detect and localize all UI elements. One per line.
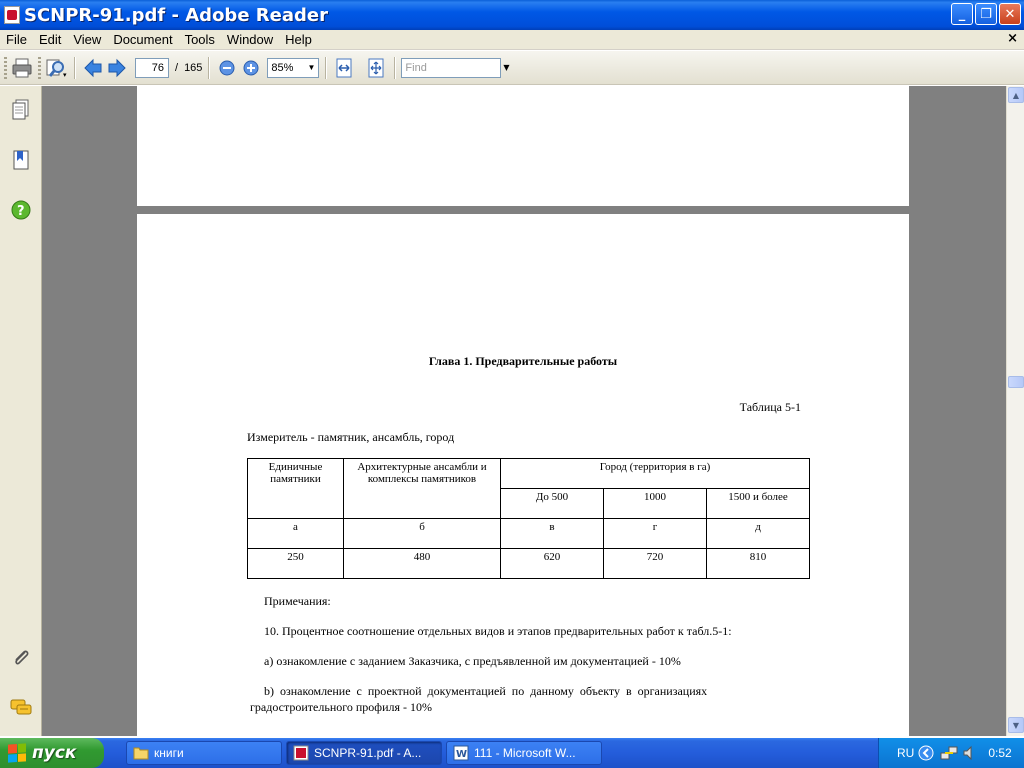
table-row bbox=[248, 549, 810, 579]
table-cell: 480 bbox=[344, 549, 501, 579]
scroll-down-button[interactable]: ▼ bbox=[1008, 717, 1024, 733]
adobe-reader-icon bbox=[293, 745, 309, 761]
print-icon[interactable] bbox=[10, 56, 34, 80]
taskbar-item-label: SCNPR-91.pdf - A... bbox=[314, 746, 422, 760]
start-button[interactable] bbox=[0, 738, 104, 768]
taskbar-item-adobe-reader[interactable] bbox=[286, 741, 442, 765]
table-header-cell: Архитектурные ансамбли и комплексы памятников bbox=[344, 459, 501, 519]
taskbar-item-word[interactable] bbox=[446, 741, 602, 765]
svg-text:▾: ▾ bbox=[63, 70, 67, 79]
page-number-input[interactable]: 76 bbox=[135, 58, 169, 78]
chevron-left-icon[interactable] bbox=[918, 745, 934, 761]
menu-edit[interactable]: Edit bbox=[38, 32, 62, 47]
scroll-thumb[interactable] bbox=[1008, 376, 1024, 388]
menu-bar bbox=[0, 30, 1024, 50]
table-cell: 620 bbox=[501, 549, 604, 579]
previous-page-icon[interactable] bbox=[81, 56, 105, 80]
taskbar-item-label: книги bbox=[154, 746, 184, 760]
menu-file[interactable]: File bbox=[6, 32, 27, 47]
table-cell: а bbox=[248, 519, 344, 549]
notes-title: Примечания: bbox=[264, 594, 331, 608]
adobe-reader-icon bbox=[4, 6, 20, 24]
taskbar bbox=[0, 738, 1024, 768]
menu-window[interactable]: Window bbox=[226, 32, 274, 47]
window-title: SCNPR-91.pdf - Adobe Reader bbox=[24, 4, 328, 26]
table-header-cell: Единичные памятники bbox=[248, 459, 344, 519]
table-header-cell: 1000 bbox=[604, 489, 707, 519]
network-icon[interactable] bbox=[940, 745, 958, 761]
maximize-button[interactable]: ❐ bbox=[975, 3, 997, 25]
windows-logo-icon bbox=[8, 743, 26, 762]
measure-label: Измеритель - памятник, ансамбль, город bbox=[247, 430, 455, 444]
scroll-up-button[interactable]: ▲ bbox=[1008, 87, 1024, 103]
page-separator: / bbox=[175, 61, 179, 74]
table-cell: в bbox=[501, 519, 604, 549]
zoom-value: 85% bbox=[271, 61, 294, 74]
fit-page-icon[interactable] bbox=[364, 56, 388, 80]
bookmarks-icon[interactable] bbox=[10, 148, 32, 172]
table-header-cell: 1500 и более bbox=[707, 489, 810, 519]
navigation-panel bbox=[0, 86, 42, 736]
system-tray bbox=[878, 738, 1024, 768]
close-button[interactable]: ✕ bbox=[999, 3, 1021, 25]
table-cell: г bbox=[604, 519, 707, 549]
vertical-scrollbar[interactable] bbox=[1006, 86, 1024, 736]
search-document-icon[interactable] bbox=[44, 56, 68, 80]
toolbar-grip[interactable] bbox=[38, 57, 41, 79]
chevron-down-icon[interactable]: ▼ bbox=[307, 63, 316, 72]
pdf-page-current bbox=[137, 214, 909, 736]
page-total: 165 bbox=[184, 61, 203, 74]
zoom-select[interactable] bbox=[267, 58, 319, 78]
menu-document[interactable]: Document bbox=[113, 32, 173, 47]
toolbar-separator bbox=[74, 57, 75, 79]
menu-help[interactable]: Help bbox=[285, 32, 312, 47]
clock[interactable]: 0:52 bbox=[988, 746, 1012, 760]
start-label: пуск bbox=[32, 743, 77, 763]
chevron-down-icon[interactable]: ▼ bbox=[503, 63, 510, 72]
note-paragraph: b) ознакомление с проектной документацией по данному объекту в организациях bbox=[264, 684, 708, 698]
volume-icon[interactable] bbox=[962, 745, 976, 761]
language-indicator[interactable]: RU bbox=[897, 746, 915, 760]
note-paragraph: градостроительного профиля - 10% bbox=[250, 700, 432, 714]
table-cell: д bbox=[707, 519, 810, 549]
table-cell: б bbox=[344, 519, 501, 549]
zoom-in-icon[interactable] bbox=[239, 56, 263, 80]
pages-icon[interactable] bbox=[10, 98, 32, 122]
zoom-out-icon[interactable] bbox=[215, 56, 239, 80]
toolbar-separator bbox=[325, 57, 326, 79]
table-cell: 250 bbox=[248, 549, 344, 579]
find-input[interactable]: Find bbox=[401, 58, 501, 78]
table-header-cell: Город (территория в га) bbox=[501, 459, 810, 489]
comments-icon[interactable] bbox=[10, 696, 32, 720]
table-cell: 720 bbox=[604, 549, 707, 579]
price-table bbox=[247, 458, 810, 579]
note-paragraph: а) ознакомление с заданием Заказчика, с предъявленной им документацией - 10% bbox=[264, 654, 681, 668]
taskbar-item-books[interactable] bbox=[126, 741, 282, 765]
svg-text:?: ? bbox=[17, 204, 25, 219]
table-cell: 810 bbox=[707, 549, 810, 579]
document-viewport[interactable] bbox=[42, 86, 1006, 736]
fit-width-icon[interactable] bbox=[332, 56, 356, 80]
chapter-title: Глава 1. Предварительные работы bbox=[428, 354, 618, 368]
title-bar bbox=[0, 0, 1024, 30]
note-paragraph: 10. Процентное соотношение отдельных видов и этапов предварительных работ к табл.5-1: bbox=[264, 624, 732, 638]
folder-icon bbox=[133, 745, 149, 761]
toolbar-separator bbox=[394, 57, 395, 79]
next-page-icon[interactable] bbox=[105, 56, 129, 80]
window-controls bbox=[951, 3, 1021, 25]
attachments-icon[interactable] bbox=[10, 646, 32, 670]
table-row bbox=[248, 519, 810, 549]
toolbar bbox=[0, 51, 1024, 85]
help-icon[interactable] bbox=[10, 198, 32, 222]
taskbar-item-label: 111 - Microsoft W... bbox=[474, 746, 576, 760]
svg-text:W: W bbox=[456, 749, 468, 760]
pdf-page-previous bbox=[137, 86, 909, 206]
menu-tools[interactable]: Tools bbox=[184, 32, 215, 47]
table-header-cell: До 500 bbox=[501, 489, 604, 519]
menu-view[interactable]: View bbox=[73, 32, 102, 47]
toolbar-separator bbox=[208, 57, 209, 79]
minimize-button[interactable]: _ bbox=[951, 3, 973, 25]
close-document-button[interactable]: × bbox=[1007, 31, 1018, 46]
table-label: Таблица 5-1 bbox=[739, 400, 801, 414]
word-icon bbox=[453, 745, 469, 761]
toolbar-grip[interactable] bbox=[4, 57, 7, 79]
